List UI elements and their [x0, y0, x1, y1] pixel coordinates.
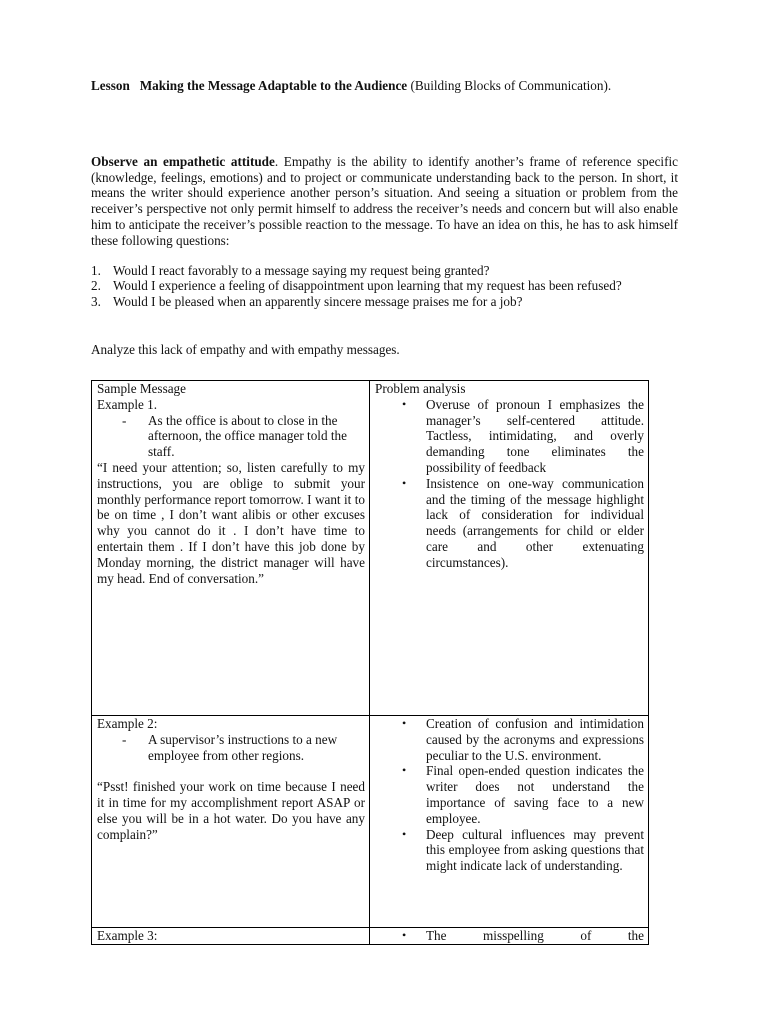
example-label: Example 1.: [97, 396, 158, 412]
empathy-body: . Empathy is the ability to identify another’s frame of reference specific (knowledge, feelings, emotions) and to project or communicate understanding back to the person. In short, it means the writer should experience another person’s situation. And seeing a situation or problem from the receiver’s perspective not only permit himself to address the receiver’s needs and concern but will also enable him to anticipate the receiver’s possible reaction to the message. To have an idea on this, he has to ask himself these following questions:: [91, 153, 678, 248]
table-row: [92, 928, 649, 945]
list-item: • Creation of confusion and intimidation caused by the acronyms and expressions peculiar to the U.S. environment.: [402, 716, 644, 763]
analysis-list: [375, 397, 644, 571]
example-quote: “Psst! finished your work on time because I need it in time for my accomplishment report ASAP or else you will be in a hot water. Do you have any complain?”: [97, 779, 365, 842]
table-row: [92, 381, 649, 716]
table-row: [92, 716, 649, 928]
question-item: 1. Would I react favorably to a message saying my request being granted?: [91, 262, 490, 278]
problem-analysis-cell: [370, 928, 649, 945]
column-header-analysis: Problem analysis: [375, 381, 466, 396]
list-item: • Insistence on one-way communication and the timing of the message highlight lack of consideration for individual needs (arrangements for child or elder care and other extenuating circumstances).: [402, 475, 644, 570]
lesson-title: [91, 78, 678, 94]
question-item: 2. Would I experience a feeling of disappointment upon learning that my request has been refused?: [91, 278, 622, 294]
example-label: Example 2:: [97, 716, 158, 731]
lesson-prefix: Lesson: [91, 78, 130, 93]
lesson-title-rest: (Building Blocks of Communication).: [410, 78, 612, 93]
analyze-instruction: Analyze this lack of empathy and with empathy messages.: [91, 341, 400, 357]
question-item: 3. Would I be pleased when an apparently sincere message praises me for a job?: [91, 294, 523, 310]
empathy-paragraph: [91, 154, 678, 249]
list-item: • Deep cultural influences may prevent this employee from asking questions that might indicate lack of understanding.: [402, 826, 644, 874]
example-quote: “I need your attention; so, listen carefully to my instructions, you are oblige to submit your monthly performance report tomorrow. I want it to be on time , I don’t want alibis or other excuses why you cannot do it . I don’t have time to entertain them . If I don’t have this job done by Monday morning, the district manager will have my head. End of conversation.”: [97, 459, 365, 586]
lesson-title-bold: Making the Message Adaptable to the Audience: [139, 78, 408, 93]
example-label: Example 3:: [97, 928, 158, 943]
sample-message-cell: [92, 381, 370, 716]
message-analysis-table: [91, 380, 649, 945]
list-item: • Final open-ended question indicates the writer does not understand the importance of saving face to a new employee.: [402, 763, 644, 826]
analysis-list: [375, 928, 644, 944]
example-context: - A supervisor’s instructions to a new employee from other regions.: [122, 731, 338, 763]
column-header-sample: Sample Message: [97, 381, 186, 396]
document-page: [91, 78, 678, 371]
example-context: - As the office is about to close in the afternoon, the office manager told the staff.: [122, 412, 347, 460]
problem-analysis-cell: [370, 381, 649, 716]
empathy-lead: Observe an empathetic attitude: [91, 153, 275, 169]
sample-message-cell: [92, 928, 370, 945]
problem-analysis-cell: [370, 716, 649, 928]
list-item: • The misspelling of the: [402, 928, 644, 943]
question-list: [91, 263, 678, 310]
analysis-list: [375, 716, 644, 874]
list-item: • Overuse of pronoun I emphasizes the manager’s self-centered attitude. Tactless, intimidating, and overly demanding tone eliminates the possibility of feedback: [402, 396, 644, 475]
sample-message-cell: [92, 716, 370, 928]
